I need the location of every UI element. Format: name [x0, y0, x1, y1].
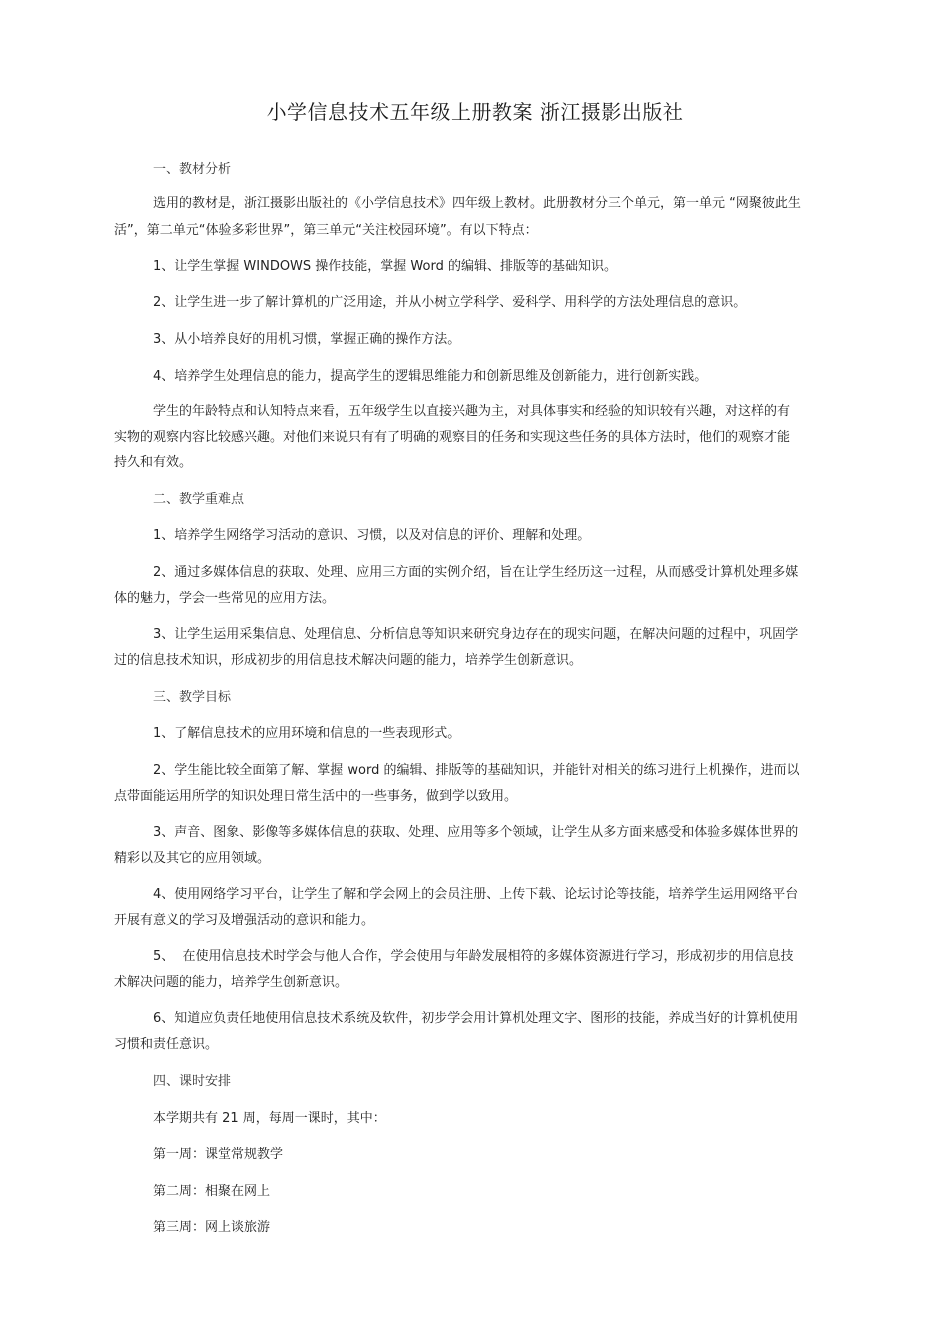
list-item-line: 过的信息技术知识，形成初步的用信息技术解决问题的能力，培养学生创新意识。 [114, 653, 583, 668]
list-item-line: 4、使用网络学习平台，让学生了解和学会网上的会员注册、上传下载、论坛讨论等技能，培养学生运用网络平台 [153, 887, 799, 902]
list-item-line: 6、知道应负责任地使用信息技术系统及软件，初步学会用计算机处理文字、图形的技能，养成当好的计算机使用 [153, 1011, 799, 1026]
list-item-line: 3、从小培养良好的用机习惯，掌握正确的操作方法。 [153, 332, 461, 347]
paragraph-line: 选用的教材是，浙江摄影出版社的《小学信息技术》四年级上教材。此册教材分三个单元，第一单元 “网聚彼此生 [153, 196, 801, 211]
schedule-item: 第一周：课堂常规教学 [153, 1147, 284, 1162]
list-item-line: 体的魅力，学会一些常见的应用方法。 [114, 591, 336, 606]
list-item-line: 术解决问题的能力，培养学生创新意识。 [114, 975, 349, 990]
list-item-line: 3、声音、图象、影像等多媒体信息的获取、处理、应用等多个领域，让学生从多方面来感受和体验多媒体世界的 [153, 825, 799, 840]
schedule-item: 第二周：相聚在网上 [153, 1184, 271, 1199]
list-item-line: 1、了解信息技术的应用环境和信息的一些表现形式。 [153, 726, 461, 741]
list-item-line: 2、让学生进一步了解计算机的广泛用途，并从小树立学科学、爱科学、用科学的方法处理信息的意识。 [153, 295, 747, 310]
list-item-line: 1、让学生掌握 WINDOWS 操作技能，掌握 Word 的编辑、排版等的基础知识。 [153, 259, 617, 274]
list-item-line: 2、通过多媒体信息的获取、处理、应用三方面的实例介绍，旨在让学生经历这一过程，从而感受计算机处理多媒 [153, 565, 799, 580]
list-item-line: 精彩以及其它的应用领域。 [114, 851, 271, 866]
paragraph-line: 活”，第二单元“体验多彩世界”，第三单元“关注校园环境”。有以下特点： [114, 223, 538, 238]
list-item-line: 点带面能运用所学的知识处理日常生活中的一些事务，做到学以致用。 [114, 789, 518, 804]
page-title: 小学信息技术五年级上册教案 浙江摄影出版社 [266, 100, 684, 124]
list-item-line: 3、让学生运用采集信息、处理信息、分析信息等知识来研究身边存在的现实问题，在解决问题的过程中，巩固学 [153, 627, 799, 642]
list-item-line: 1、培养学生网络学习活动的意识、习惯，以及对信息的评价、理解和处理。 [153, 528, 591, 543]
section-heading: 二、教学重难点 [153, 492, 245, 507]
list-item-line: 2、学生能比较全面第了解、掌握 word 的编辑、排版等的基础知识，并能针对相关的练习进行上机操作，进而以 [153, 763, 800, 778]
list-item-line: 4、培养学生处理信息的能力，提高学生的逻辑思维能力和创新思维及创新能力，进行创新实践。 [153, 369, 708, 384]
schedule-item: 第三周：网上谈旅游 [153, 1220, 271, 1235]
paragraph-line: 学生的年龄特点和认知特点来看，五年级学生以直接兴趣为主，对具体事实和经验的知识较有兴趣，对这样的有 [153, 404, 791, 419]
paragraph-line: 实物的观察内容比较感兴趣。对他们来说只有有了明确的观察目的任务和实现这些任务的具体方法时，他们的观察才能 [114, 430, 791, 445]
list-item-line: 5、 在使用信息技术时学会与他人合作，学会使用与年龄发展相符的多媒体资源进行学习，形成初步的用信息技 [153, 949, 794, 964]
section-heading: 三、教学目标 [153, 690, 232, 705]
list-item-line: 习惯和责任意识。 [114, 1037, 219, 1052]
paragraph-line: 本学期共有 21 周，每周一课时，其中： [153, 1111, 386, 1126]
section-heading: 一、教材分析 [153, 162, 232, 177]
paragraph-line: 持久和有效。 [114, 455, 193, 470]
list-item-line: 开展有意义的学习及增强活动的意识和能力。 [114, 913, 375, 928]
section-heading: 四、课时安排 [153, 1074, 232, 1089]
